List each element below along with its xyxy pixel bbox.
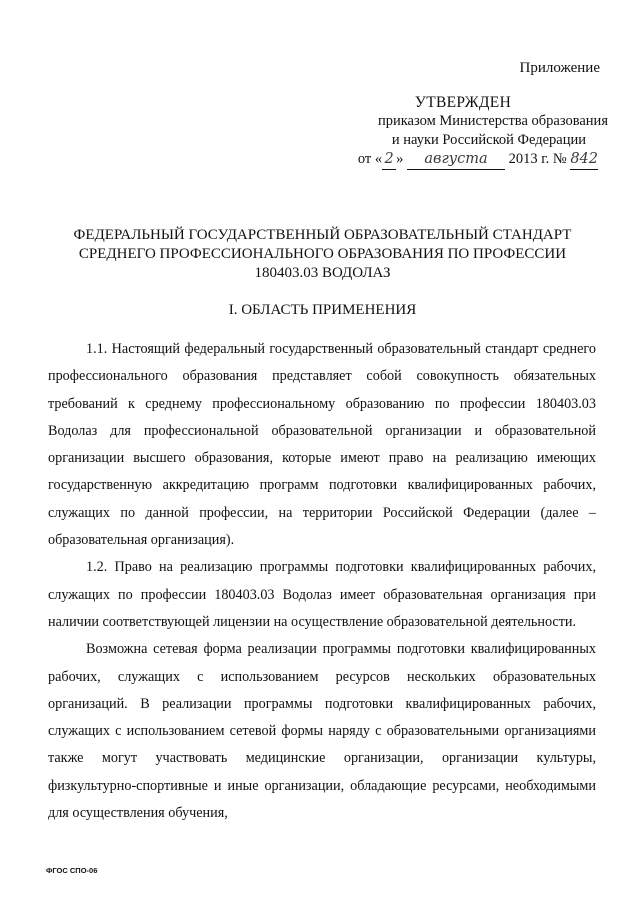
appendix-label: Приложение	[519, 60, 600, 76]
paragraph: Возможна сетевая форма реализации программы подготовки квалифицированных рабочих, служащих с использованием ресурсов нескольких образовательных организаций. В реализации программы подготовки квалифицированных рабочих, служащих с использованием сетевой формы наряду с образовательными организациями также могут участвовать медицинские организации, организации культуры, физкультурно-спортивные и иные организации, обладающие ресурсами, необходимыми для осуществления обучения,	[48, 641, 596, 822]
order-line-1: приказом Министерства образования	[377, 113, 608, 129]
title-line-2: СРЕДНЕГО ПРОФЕССИОНАЛЬНОГО ОБРАЗОВАНИЯ ПО ПРОФЕССИИ	[78, 246, 567, 262]
date-day: 2	[382, 150, 396, 170]
title-line-3: 180403.03 ВОДОЛАЗ	[254, 265, 391, 281]
paragraph: 1.2. Право на реализацию программы подготовки квалифицированных рабочих, служащих по профессии 180403.03 Водолаз имеет образовательная организация при наличии соответствующей лицензии на осуществление образовательной деятельности.	[48, 559, 596, 630]
date-prefix: от «	[357, 151, 383, 167]
section-heading: I. ОБЛАСТЬ ПРИМЕНЕНИЯ	[228, 302, 417, 318]
order-line-2: и науки Российской Федерации	[391, 132, 586, 148]
approved-heading: УТВЕРЖДЕН	[414, 94, 512, 111]
date-year: 2013 г. №	[508, 151, 567, 167]
footer-code: ФГОС СПО-06	[46, 866, 98, 875]
order-date-line	[318, 150, 608, 170]
standard-title	[40, 226, 605, 283]
paragraph: 1.1. Настоящий федеральный государственный образовательный стандарт среднего профессионального образования представляет собой совокупность обязательных требований к среднему профессиональному образованию по профессии 180403.03 Водолаз для профессиональной образовательной организации и образовательной организации высшего образования, которые имеют право на реализацию имеющих государственную аккредитацию программ подготовки квалифицированных рабочих, служащих по данной профессии, на территории Российской Федерации (далее – образовательная организация).	[48, 341, 596, 549]
body-text	[48, 336, 596, 827]
date-month: августа	[407, 150, 505, 170]
approval-block	[318, 93, 608, 170]
order-number: 842	[570, 150, 598, 170]
title-line-1: ФЕДЕРАЛЬНЫЙ ГОСУДАРСТВЕННЫЙ ОБРАЗОВАТЕЛЬНЫЙ СТАНДАРТ	[73, 227, 572, 243]
date-mid: »	[396, 151, 404, 167]
